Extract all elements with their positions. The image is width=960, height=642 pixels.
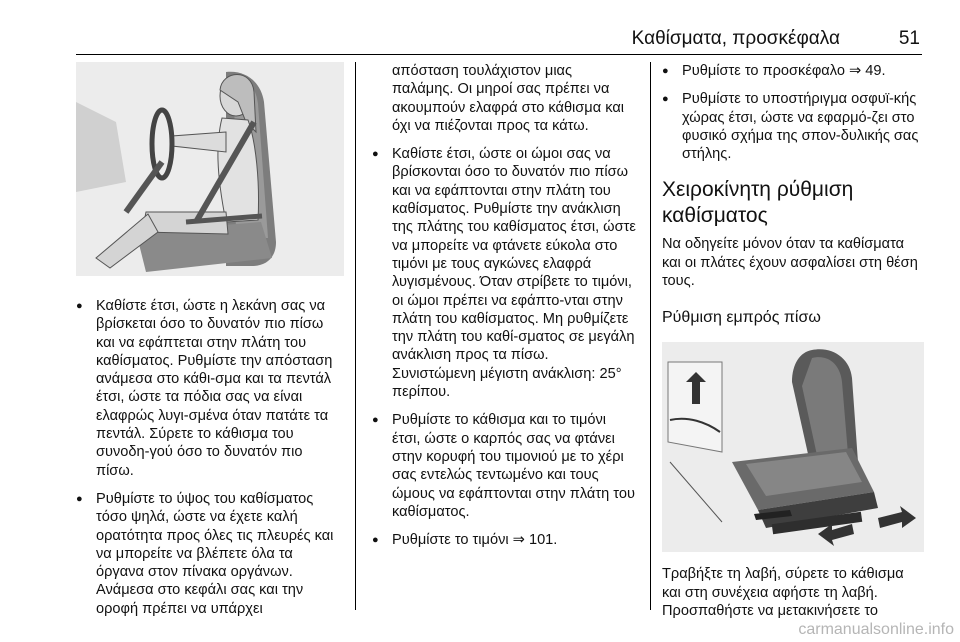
column-1 — [76, 62, 344, 628]
subsection-heading: Ρύθμιση εμπρός πίσω — [662, 309, 821, 327]
section-heading: Χειροκίνητη ρύθμιση καθίσματος — [662, 178, 854, 228]
driver-seating-illustration — [76, 62, 344, 276]
watermark: carmanualsonline.info — [798, 621, 954, 638]
header-rule — [76, 54, 922, 55]
column-2 — [372, 62, 636, 559]
list-item: ● Ρυθμίστε το προσκέφαλο ⇒ 49. — [662, 62, 924, 80]
bullet-list — [372, 145, 636, 549]
list-item: ● Ρυθμίστε το τιμόνι ⇒ 101. — [372, 531, 636, 549]
column-3 — [662, 62, 924, 620]
bullet-list — [662, 62, 924, 163]
list-item: ● Καθίστε έτσι, ώστε η λεκάνη σας να βρίσκεται όσο το δυνατόν πιο πίσω και να εφάπτεται στην πλάτη του καθίσματος. Ρυθμίστε την απόσταση ανάμεσα στο κάθι-σμα και τα πεντάλ έτσι, ώστε τα πόδια σας να είναι ελαφρώς λυγι-σμένα όταν πατάτε τα πεντάλ. Σύρετε το κάθισμα του συνοδη-γού όσο το δυνατόν πιο πίσω. — [76, 297, 344, 480]
instruction-paragraph: Τραβήξτε τη λαβή, σύρετε το κάθισμα και στη συνέχεια αφήστε τη λαβή. Προσπαθήστε να μετακινήσετε το — [662, 566, 904, 619]
list-item: ● Ρυθμίστε το ύψος του καθίσματος τόσο ψηλά, ώστε να έχετε καλή ορατότητα προς όλες τις πλευρές και να μπορείτε να βλέπετε όλα τα όργανα στον πίνακα οργάνων. Ανάμεσα στο κεφάλι σας και την οροφή πρέπει να υπάρχει — [76, 490, 344, 618]
continued-paragraph: απόσταση τουλάχιστον μιας παλάμης. Οι μηροί σας πρέπει να ακουμπούν ελαφρά στο κάθισμα και όχι να πιέζονται προς τα κάτω. — [392, 63, 625, 134]
page-header — [40, 28, 920, 54]
column-divider — [355, 62, 356, 610]
bullet-list — [76, 297, 344, 618]
seat-adjustment-illustration — [662, 342, 924, 552]
column-divider — [650, 62, 651, 610]
header-title: Καθίσματα, προσκέφαλα — [631, 28, 840, 49]
intro-paragraph: Να οδηγείτε μόνον όταν τα καθίσματα και οι πλάτες έχουν ασφαλίσει στη θέση τους. — [662, 236, 918, 290]
list-item: ● Ρυθμίστε το υποστήριγμα οσφυϊ-κής χώρας έτσι, ώστε να εφαρμό-ζει στο φυσικό σχήμα της σπον-δυλικής σας στήλης. — [662, 90, 924, 163]
list-item: ● Ρυθμίστε το κάθισμα και το τιμόνι έτσι, ώστε ο καρπός σας να φτάνει στην κορυφή του τιμονιού με το χέρι σας εντελώς τεντωμένο και τους ώμους να εφάπτονται στην πλάτη του καθίσματος. — [372, 411, 636, 521]
page-number: 51 — [898, 28, 920, 49]
list-item: ● Καθίστε έτσι, ώστε οι ώμοι σας να βρίσκονται όσο το δυνατόν πιο πίσω και να εφάπτονται στην πλάτη του καθίσματος. Ρυθμίστε την ανάκλιση της πλάτης του καθίσματος έτσι, ώστε να μπορείτε να φτάνετε εύκολα στο τιμόνι με τους αγκώνες ελαφρά λυγισμένους. Όταν στρίβετε το τιμόνι, οι ώμοι πρέπει να εφάπτο-νται στην πλάτη του καθίσματος. Μη ρυθμίζετε την πλάτη του καθί-σματος σε μεγάλη ανάκλιση προς τα πίσω. Συνιστώμενη μέγιστη ανάκλιση: 25° περίπου. — [372, 145, 636, 401]
